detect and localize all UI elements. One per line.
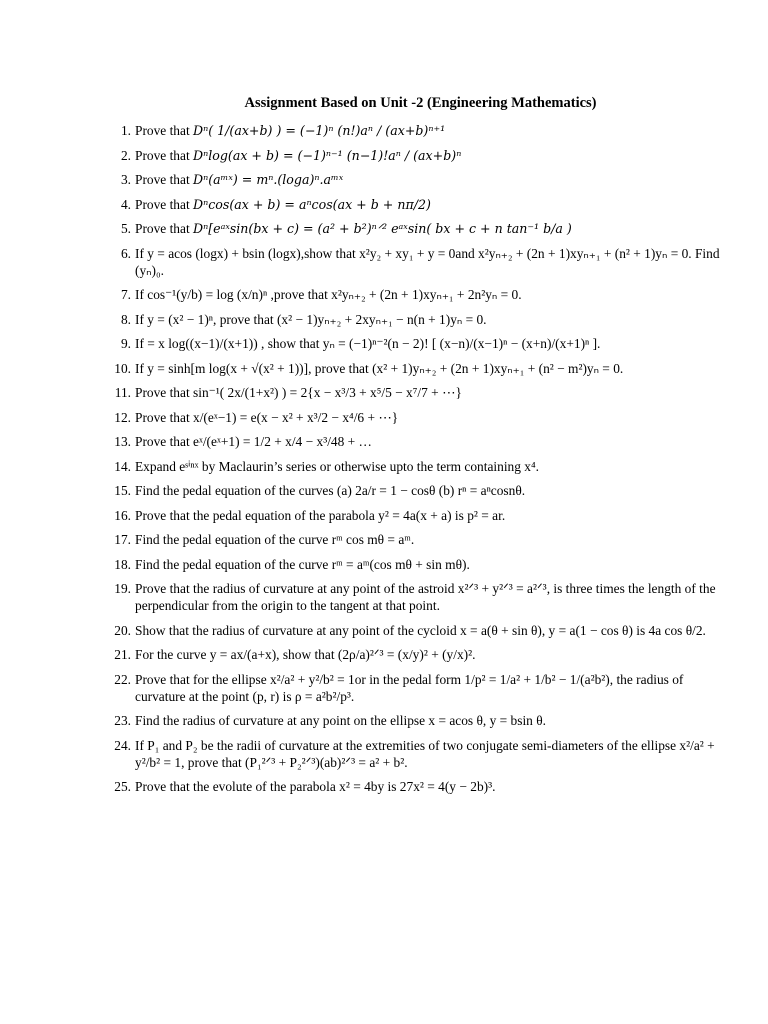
question-number: 13. bbox=[114, 434, 131, 449]
question-item bbox=[113, 147, 728, 164]
question-text: Prove that eˣ/(eˣ+1) = 1/2 + x/4 − x³/48 + … bbox=[135, 434, 372, 449]
question-number: 1. bbox=[120, 123, 131, 138]
question-item bbox=[113, 458, 728, 475]
question-formula: Dⁿlog(ax + b) = (−1)ⁿ⁻¹ (n−1)!aⁿ / (ax+b)ⁿ bbox=[193, 147, 462, 163]
question-item bbox=[113, 778, 728, 795]
question-number: 11. bbox=[114, 385, 131, 400]
question-text: Find the radius of curvature at any point on the ellipse x = acos θ, y = bsin θ. bbox=[135, 713, 546, 728]
question-number: 9. bbox=[120, 336, 131, 351]
question-text: Prove that sin⁻¹( 2x/(1+x²) ) = 2{x − x³/3 + x⁵/5 − x⁷/7 + ⋯} bbox=[135, 385, 462, 400]
question-formula: Dⁿ[eᵃˣsin(bx + c) = (a² + b²)ⁿᐟ² eᵃˣsin( bx + c + n tan⁻¹ b/a ) bbox=[193, 221, 572, 236]
question-item bbox=[113, 171, 728, 188]
question-text: Prove that bbox=[135, 172, 190, 187]
question-text: Prove that bbox=[135, 221, 190, 236]
question-item bbox=[113, 507, 728, 524]
question-item bbox=[113, 712, 728, 729]
question-number: 19. bbox=[114, 581, 131, 596]
question-item bbox=[113, 196, 728, 213]
question-item bbox=[113, 122, 728, 139]
question-number: 8. bbox=[120, 311, 131, 327]
question-item bbox=[113, 671, 728, 705]
question-number: 10. bbox=[114, 360, 131, 376]
question-number: 23. bbox=[114, 713, 131, 728]
question-text: If P₁ and P₂ be the radii of curvature at the extremities of two conjugate semi-diameters of the ellipse x²/a² + y²/b² = 1, prove that (P₁²ᐟ³ + P₂²ᐟ³)(ab)²ᐟ³ = a² + b². bbox=[135, 737, 715, 770]
question-text: Prove that bbox=[135, 196, 190, 212]
question-item bbox=[113, 384, 728, 401]
question-item bbox=[113, 737, 728, 771]
question-number: 21. bbox=[114, 647, 131, 662]
question-number: 2. bbox=[120, 147, 131, 163]
question-text: Find the pedal equation of the curve rᵐ = aᵐ(cos mθ + sin mθ). bbox=[135, 556, 470, 572]
question-text: For the curve y = ax/(a+x), show that (2ρ/a)²ᐟ³ = (x/y)² + (y/x)². bbox=[135, 647, 476, 662]
question-number: 15. bbox=[114, 483, 131, 498]
question-text: If = x log((x−1)/(x+1)) , show that yₙ = (−1)ⁿ⁻²(n − 2)! [ (x−n)/(x−1)ⁿ − (x+n)/(x+1)ⁿ ]. bbox=[135, 336, 601, 351]
question-number: 16. bbox=[114, 507, 131, 523]
question-number: 17. bbox=[114, 532, 131, 547]
question-item bbox=[113, 646, 728, 663]
question-text: Prove that bbox=[135, 123, 190, 138]
question-text: Prove that the evolute of the parabola x² = 4by is 27x² = 4(y − 2b)³. bbox=[135, 779, 496, 794]
question-text: Prove that for the ellipse x²/a² + y²/b² = 1or in the pedal form 1/p² = 1/a² + 1/b² − 1/(a²b²), the radius of curvature at the point (p, r) is ρ = a²b²/p³. bbox=[135, 671, 684, 704]
question-text: Prove that the pedal equation of the parabola y² = 4a(x + a) is p² = ar. bbox=[135, 507, 506, 523]
question-number: 20. bbox=[114, 622, 131, 638]
question-number: 22. bbox=[114, 671, 131, 687]
question-number: 7. bbox=[120, 287, 131, 302]
question-number: 5. bbox=[120, 221, 131, 236]
question-formula: Dⁿ( 1/(ax+b) ) = (−1)ⁿ (n!)aⁿ / (ax+b)ⁿ⁺¹ bbox=[193, 123, 446, 138]
question-item bbox=[113, 360, 728, 377]
question-formula: Dⁿ(aᵐˣ) = mⁿ.(loga)ⁿ.aᵐˣ bbox=[193, 172, 344, 187]
question-item bbox=[113, 531, 728, 548]
question-number: 18. bbox=[114, 556, 131, 572]
question-item bbox=[113, 286, 728, 303]
question-item bbox=[113, 433, 728, 450]
question-number: 4. bbox=[120, 196, 131, 212]
question-text: Find the pedal equation of the curves (a) 2a/r = 1 − cosθ (b) rⁿ = aⁿcosnθ. bbox=[135, 483, 526, 498]
question-item bbox=[113, 482, 728, 499]
question-item bbox=[113, 311, 728, 328]
question-formula: Dⁿcos(ax + b) = aⁿcos(ax + b + nπ/2) bbox=[193, 196, 431, 212]
question-item bbox=[113, 622, 728, 639]
question-text: If cos⁻¹(y/b) = log (x/n)ⁿ ,prove that x²yₙ₊₂ + (2n + 1)xyₙ₊₁ + 2n²yₙ = 0. bbox=[135, 287, 522, 302]
question-number: 24. bbox=[114, 737, 131, 753]
page-title: Assignment Based on Unit -2 (Engineering Mathematics) bbox=[244, 95, 597, 111]
question-item bbox=[113, 335, 728, 352]
question-text: Expand eˢⁱⁿˣ by Maclaurin’s series or otherwise upto the term containing x⁴. bbox=[135, 458, 539, 474]
question-text: Prove that the radius of curvature at any point of the astroid x²ᐟ³ + y²ᐟ³ = a²ᐟ³, is three times the length of the perpendicular from the origin to the tangent at that point. bbox=[135, 581, 716, 613]
question-number: 14. bbox=[114, 458, 131, 474]
question-text: Prove that x/(eˣ−1) = e(x − x² + x³/2 − x⁴/6 + ⋯} bbox=[135, 409, 399, 425]
question-text: If y = (x² − 1)ⁿ, prove that (x² − 1)yₙ₊₂ + 2xyₙ₊₁ − n(n + 1)yₙ = 0. bbox=[135, 311, 487, 327]
question-number: 12. bbox=[114, 409, 131, 425]
question-text: If y = acos (logx) + bsin (logx),show that x²y₂ + xy₁ + y = 0and x²yₙ₊₂ + (2n + 1)xyₙ₊₁ + (n² + 1)yₙ = 0. Find (yₙ)₀. bbox=[135, 245, 720, 278]
question-text: Prove that bbox=[135, 147, 190, 163]
question-text: If y = sinh[m log(x + √(x² + 1))], prove that (x² + 1)yₙ₊₂ + (2n + 1)xyₙ₊₁ + (n² − m²)yₙ = 0. bbox=[135, 360, 624, 376]
question-item bbox=[113, 409, 728, 426]
question-number: 25. bbox=[114, 779, 131, 794]
question-number: 6. bbox=[120, 245, 131, 261]
question-item bbox=[113, 580, 728, 614]
question-item bbox=[113, 220, 728, 237]
question-item bbox=[113, 556, 728, 573]
question-list bbox=[113, 122, 728, 795]
question-number: 3. bbox=[120, 172, 131, 187]
question-text: Find the pedal equation of the curve rᵐ cos mθ = aᵐ. bbox=[135, 532, 415, 547]
question-item bbox=[113, 245, 728, 279]
question-text: Show that the radius of curvature at any point of the cycloid x = a(θ + sin θ), y = a(1 − cos θ) is 4a cos θ/2. bbox=[135, 622, 706, 638]
